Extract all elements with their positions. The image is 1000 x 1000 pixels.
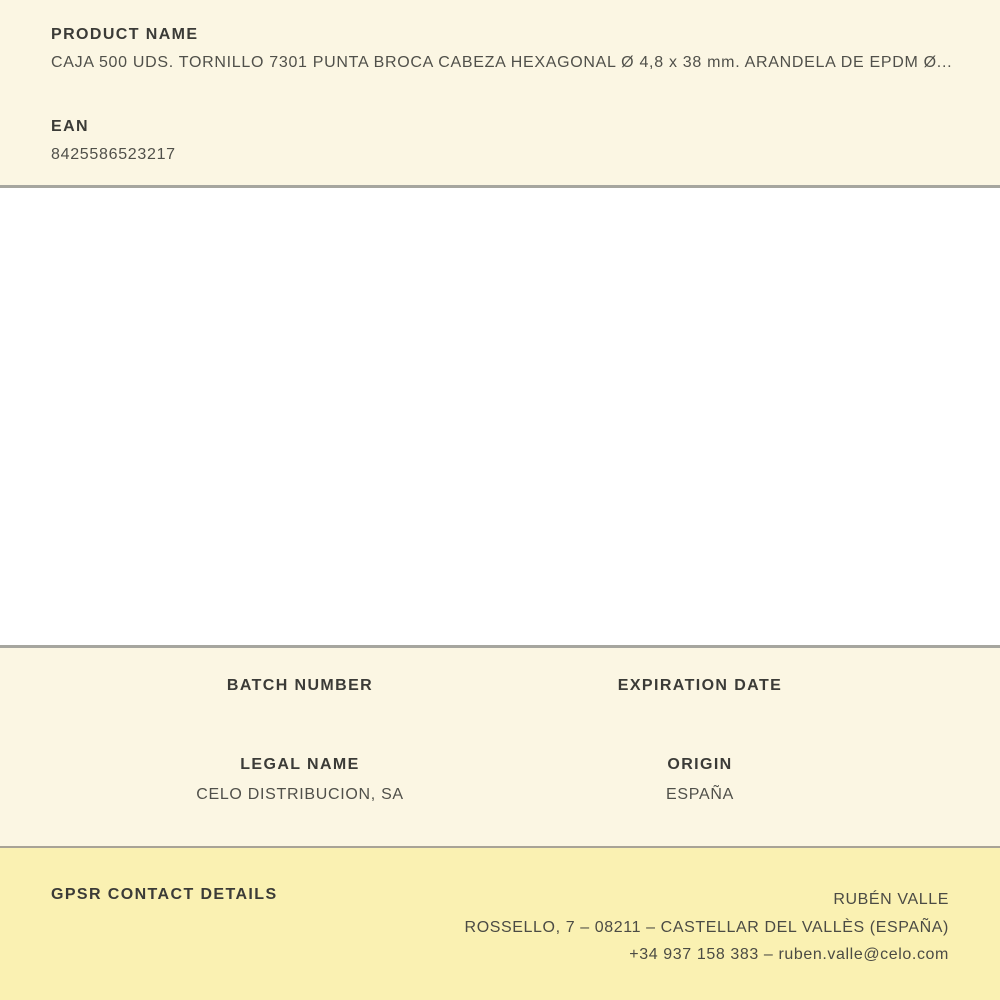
gpsr-contact-block — [465, 886, 949, 969]
legal-name-value: CELO DISTRIBUCION, SA — [196, 786, 404, 803]
gpsr-contact-section — [0, 848, 1000, 1000]
details-grid — [100, 677, 900, 804]
blank-content-area — [0, 188, 1000, 645]
details-section — [0, 648, 1000, 846]
expiration-date-label: EXPIRATION DATE — [617, 677, 783, 694]
contact-person-name: RUBÉN VALLE — [833, 891, 949, 908]
origin-field — [500, 756, 900, 804]
legal-name-label: LEGAL NAME — [240, 756, 360, 773]
expiration-date-field — [500, 677, 900, 695]
product-header-section — [0, 0, 1000, 185]
batch-number-field — [100, 677, 500, 695]
contact-phone-email: +34 937 158 383 – ruben.valle@celo.com — [629, 946, 949, 963]
origin-label: ORIGIN — [667, 756, 733, 773]
legal-name-field — [100, 756, 500, 804]
ean-value: 8425586523217 — [51, 146, 176, 163]
contact-address: ROSSELLO, 7 – 08211 – CASTELLAR DEL VALLÈS (ESPAÑA) — [464, 918, 949, 936]
batch-number-label: BATCH NUMBER — [226, 677, 374, 694]
origin-value: ESPAÑA — [666, 786, 734, 803]
ean-label: EAN — [51, 118, 89, 135]
product-name-value: CAJA 500 UDS. TORNILLO 7301 PUNTA BROCA CABEZA HEXAGONAL Ø 4,8 x 38 mm. ARANDELA DE EPDM Ø... — [51, 54, 953, 71]
product-name-label: PRODUCT NAME — [51, 26, 199, 43]
gpsr-contact-label: GPSR CONTACT DETAILS — [51, 886, 278, 903]
